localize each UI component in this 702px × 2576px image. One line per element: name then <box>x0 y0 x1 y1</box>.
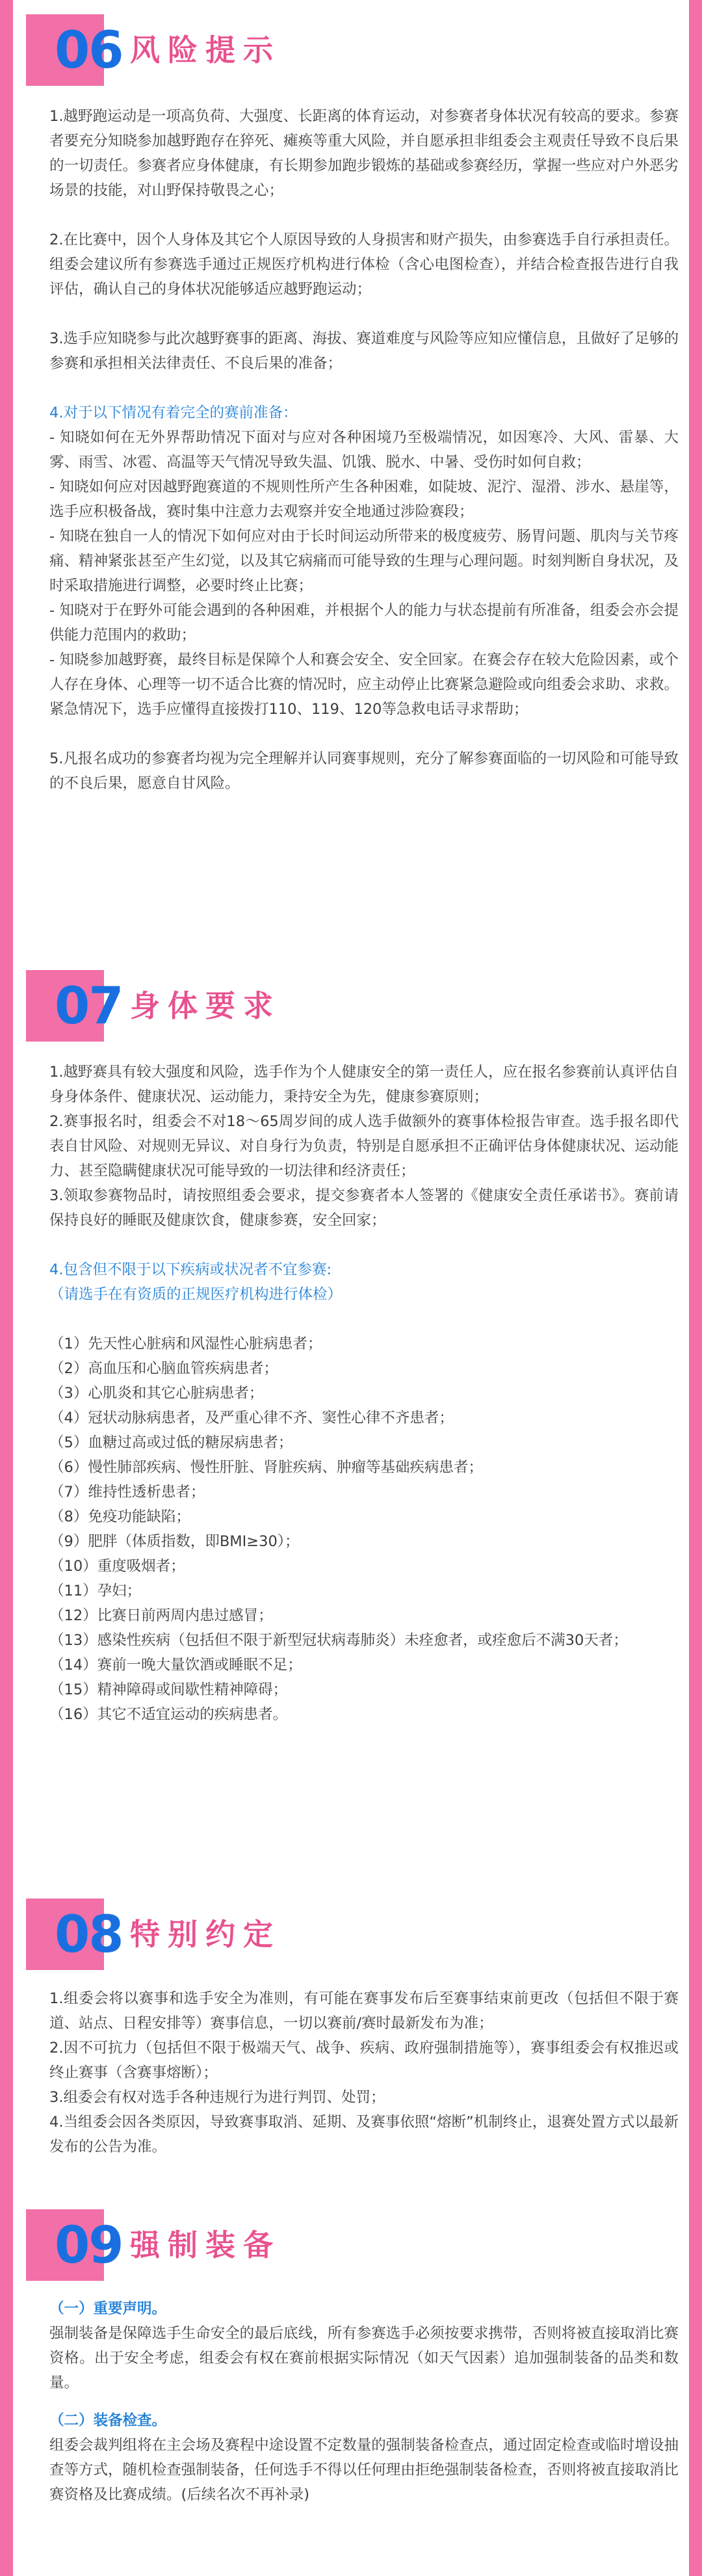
section-body-09 <box>49 2296 679 2507</box>
list-item: - 知晓参加越野赛，最终目标是保障个人和赛会安全、安全回家。在赛会存在较大危险因素，或个人存在身体、心理等一切不适合比赛的情况时，应主动停止比赛紧急避险或向组委会求助、求救。紧急情况下，选手应懂得直接拨打110、119、120等急救电话寻求帮助； <box>49 651 679 718</box>
paragraph: 3.领取参赛物品时，请按照组委会要求，提交参赛者本人签署的《健康安全责任承诺书》。赛前请保持良好的睡眠及健康饮食，健康参赛，安全回家； <box>49 1187 679 1229</box>
disease-item: （5）血糖过高或过低的糖尿病患者； <box>49 1434 293 1451</box>
section-title: 强制装备 <box>130 2228 281 2263</box>
subheading: （二）装备检查。 <box>49 2412 167 2429</box>
paragraph: 组委会裁判组将在主会场及赛程中途设置不定数量的强制装备检查点，通过固定检查或临时增设抽查等方式，随机检查强制装备，任何选手不得以任何理由拒绝强制装备检查，否则将被直接取消比赛资格及比赛成绩。(后续名次不再补录) <box>49 2437 679 2503</box>
list-item: - 知晓在独自一人的情况下如何应对由于长时间运动所带来的极度疲劳、肠胃问题、肌肉与关节疼痛、精神紧张甚至产生幻觉，以及其它病痛而可能导致的生理与心理问题。时刻判断自身状况，及时采取措施进行调整，必要时终止比赛； <box>49 528 679 594</box>
section-header-06 <box>26 14 325 86</box>
section-header-07 <box>26 970 325 1042</box>
disease-item: （14）赛前一晚大量饮酒或睡眠不足； <box>49 1657 302 1674</box>
paragraph: 2.在比赛中，因个人身体及其它个人原因导致的人身损害和财产损失，由参赛选手自行承担责任。组委会建议所有参赛选手通过正规医疗机构进行体检（含心电图检查），并结合检查报告进行自我评估，确认自己的身体状况能够适应越野跑运动； <box>49 231 679 298</box>
paragraph: 5.凡报名成功的参赛者均视为完全理解并认同赛事规则，充分了解参赛面临的一切风险和可能导致的不良后果，愿意自甘风险。 <box>49 750 679 792</box>
section-header-09 <box>26 2209 325 2281</box>
section-title: 风险提示 <box>130 33 281 68</box>
paragraph: 3.组委会有权对选手各种违规行为进行判罚、处罚； <box>49 2089 385 2106</box>
list-item: - 知晓如何在无外界帮助情况下面对与应对各种困境乃至极端情况，如因寒冷、大风、雷暴、大雾、雨雪、冰雹、高温等天气情况导致失温、饥饿、脱水、中暑、受伤时如何自救； <box>49 429 679 471</box>
paragraph: 强制装备是保障选手生命安全的最后底线，所有参赛选手必须按要求携带，否则将被直接取消比赛资格。出于安全考虑，组委会有权在赛前根据实际情况（如天气因素）追加强制装备的品类和数量。 <box>49 2325 679 2391</box>
disease-item: （11）孕妇； <box>49 1583 142 1599</box>
subheading: （一）重要声明。 <box>49 2300 167 2317</box>
paragraph: 2.赛事报名时，组委会不对18～65周岁间的成人选手做额外的赛事体检报告审查。选手报名即代表自甘风险、对规则无异议、对自身行为负责，特别是自愿承担不正确评估身体健康状况、运动能力、甚至隐瞒健康状况可能导致的一切法律和经济责任； <box>49 1113 679 1179</box>
section-number: 07 <box>55 977 123 1036</box>
section-number: 06 <box>55 21 123 80</box>
disease-item: （10）重度吸烟者； <box>49 1558 185 1575</box>
section-body-07 <box>49 1060 679 1727</box>
disease-item: （13）感染性疾病（包括但不限于新型冠状病毒肺炎）未痊愈者，或痊愈后不满30天者； <box>49 1632 628 1649</box>
disease-item: （12）比赛日前两周内患过感冒； <box>49 1607 273 1624</box>
subheading-note: （请选手在有资质的正规医疗机构进行体检） <box>49 1286 343 1303</box>
section-body-06 <box>49 104 679 796</box>
page-content <box>13 0 689 2576</box>
disease-item: （7）维持性透析患者； <box>49 1484 205 1501</box>
paragraph: 1.组委会将以赛事和选手安全为准则，有可能在赛事发布后至赛事结束前更改（包括但不限于赛道、站点、日程安排等）赛事信息，一切以赛前/赛时最新发布为准； <box>49 1990 679 2032</box>
disease-item: （4）冠状动脉病患者，及严重心律不齐、窦性心律不齐患者； <box>49 1410 454 1426</box>
disease-item: （16）其它不适宜运动的疾病患者。 <box>49 1706 288 1723</box>
subheading: 4.对于以下情况有着完全的赛前准备： <box>49 404 298 421</box>
paragraph: 3.选手应知晓参与此次越野赛事的距离、海拔、赛道难度与风险等应知应懂信息，且做好了足够的参赛和承担相关法律责任、不良后果的准备； <box>49 330 679 372</box>
paragraph: 4.当组委会因各类原因，导致赛事取消、延期、及赛事依照“熔断”机制终止，退赛处置方式以最新发布的公告为准。 <box>49 2114 679 2155</box>
list-item: - 知晓对于在野外可能会遇到的各种困难，并根据个人的能力与状态提前有所准备，组委会亦会提供能力范围内的救助； <box>49 602 679 644</box>
disease-item: （1）先天性心脏病和风湿性心脏病患者； <box>49 1335 322 1352</box>
paragraph: 1.越野跑运动是一项高负荷、大强度、长距离的体育运动，对参赛者身体状况有较高的要求。参赛者要充分知晓参加越野跑存在猝死、瘫痪等重大风险，并自愿承担非组委会主观责任导致不良后果的一切责任。参赛者应身体健康，有长期参加跑步锻炼的基础或参赛经历，掌握一些应对户外恶劣场景的技能，对山野保持敬畏之心； <box>49 108 679 199</box>
section-number: 08 <box>55 1906 123 1964</box>
paragraph: 1.越野赛具有较大强度和风险，选手作为个人健康安全的第一责任人，应在报名参赛前认真评估自身身体条件、健康状况、运动能力，秉持安全为先，健康参赛原则； <box>49 1064 679 1105</box>
section-number: 09 <box>55 2216 123 2275</box>
disease-item: （6）慢性肺部疾病、慢性肝脏、肾脏疾病、肿瘤等基础疾病患者； <box>49 1459 483 1476</box>
section-header-08 <box>26 1899 325 1970</box>
section-body-08 <box>49 1986 679 2159</box>
subheading: 4.包含但不限于以下疾病或状况者不宜参赛: <box>49 1261 332 1278</box>
section-title: 特别约定 <box>130 1917 281 1952</box>
disease-item: （3）心肌炎和其它心脏病患者； <box>49 1385 264 1402</box>
disease-item: （9）肥胖（体质指数，即BMI≥30）； <box>49 1533 300 1550</box>
disease-item: （2）高血压和心脑血管疾病患者； <box>49 1360 278 1377</box>
disease-item: （8）免疫功能缺陷； <box>49 1508 190 1525</box>
list-item: - 知晓如何应对因越野跑赛道的不规则性所产生各种困难，如陡坡、泥泞、湿滑、涉水、悬崖等，选手应积极备战，赛时集中注意力去观察并安全地通过涉险赛段； <box>49 479 679 520</box>
section-title: 身体要求 <box>130 988 281 1023</box>
paragraph: 2.因不可抗力（包括但不限于极端天气、战争、疾病、政府强制措施等），赛事组委会有权推迟或终止赛事（含赛事熔断）； <box>49 2040 679 2081</box>
disease-item: （15）精神障碍或间歇性精神障碍； <box>49 1681 288 1698</box>
